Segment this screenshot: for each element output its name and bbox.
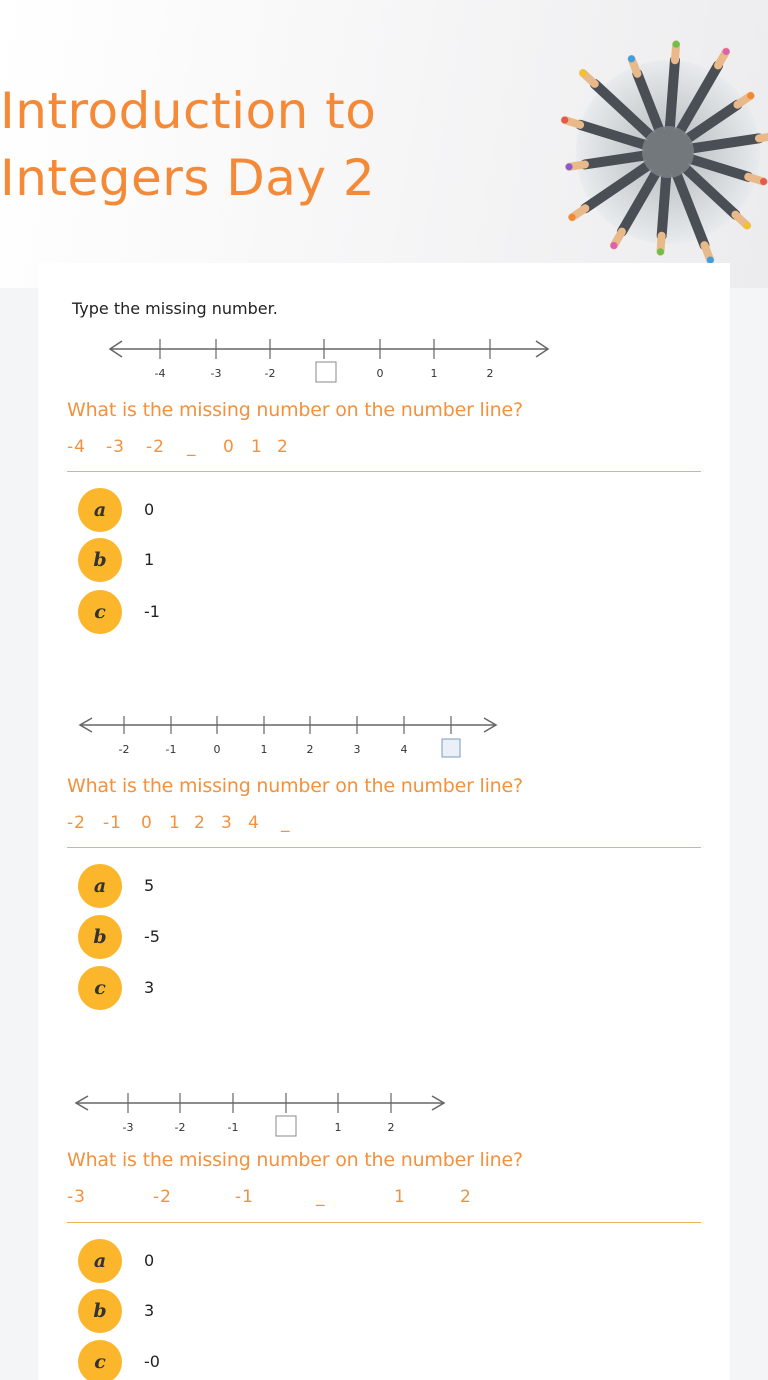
tick-label: 0 [376,367,384,380]
tick-label: -4 [154,367,166,380]
option-text: 0 [144,500,155,519]
option-letter-badge: b [78,1289,122,1333]
tick-label: -2 [118,743,130,756]
tick-label: -2 [174,1121,186,1134]
pencil-tip [628,55,635,62]
sequence-item: 2 [277,437,289,457]
sequence-item: 0 [223,437,235,457]
title-line-1: Introduction to [0,82,377,140]
tick-label: -3 [122,1121,134,1134]
missing-number-box [276,1116,296,1136]
option-text: 5 [144,876,155,895]
tick-label: 4 [400,743,408,756]
pencil-wood [759,136,768,138]
divider [67,1222,701,1223]
sequence-item: -2 [146,437,165,457]
sequence-item: -4 [67,437,86,457]
tick-label: 1 [260,743,268,756]
option-letter-badge: c [78,1340,122,1380]
sequence-item: 2 [460,1187,472,1207]
option-text: 3 [144,1301,155,1320]
tick-label: -1 [227,1121,239,1134]
tick-label: -3 [210,367,222,380]
option-text: -1 [144,602,160,621]
option-text: 0 [144,1251,155,1270]
sequence-item: -1 [103,813,122,833]
pencil-tip [673,41,680,48]
pencils-cup-image [548,12,768,272]
option-text: -5 [144,927,160,946]
number-line-2 [76,715,506,765]
question-text: What is the missing number on the number line? [67,775,523,797]
pencil-tip [657,248,664,255]
instruction-text: Type the missing number. [72,299,278,318]
answer-option-b[interactable] [78,915,378,959]
sequence-item: _ [187,437,197,457]
sequence-item: _ [316,1187,326,1207]
page-title [0,78,376,212]
divider [67,471,701,472]
option-text: 3 [144,978,155,997]
tick-label: 3 [353,743,361,756]
sequence-item: -3 [67,1187,86,1207]
missing-number-box [442,739,460,757]
sequence-item: -3 [106,437,125,457]
pencil-tip [610,242,617,249]
answer-option-a[interactable] [78,488,378,532]
tick-label: 1 [430,367,438,380]
answer-option-c[interactable] [78,1340,378,1380]
question-text: What is the missing number on the number line? [67,399,523,421]
option-text: -0 [144,1352,160,1371]
pencil-tip [747,92,754,99]
answer-option-a[interactable] [78,1239,378,1283]
sequence-item: _ [281,813,291,833]
tick-label: 1 [334,1121,342,1134]
sequence-item: -1 [235,1187,254,1207]
option-letter-badge: a [78,864,122,908]
sequence-item: 4 [248,813,260,833]
tick-label: -1 [165,743,177,756]
answer-option-c[interactable] [78,590,378,634]
tick-label: 2 [306,743,314,756]
number-line-3 [72,1091,452,1141]
missing-number-box [316,362,336,382]
sequence-item: 3 [221,813,233,833]
answer-option-c[interactable] [78,966,378,1010]
worksheet-card [38,263,730,1380]
option-letter-badge: c [78,966,122,1010]
number-line-1 [104,335,554,387]
pencil-tip [580,70,587,77]
divider [67,847,701,848]
option-letter-badge: c [78,590,122,634]
tick-label: 0 [213,743,221,756]
answer-option-b[interactable] [78,1289,378,1333]
sequence-item: 1 [251,437,263,457]
sequence-item: 2 [194,813,206,833]
option-letter-badge: a [78,1239,122,1283]
option-letter-badge: a [78,488,122,532]
pencil-tip [760,178,767,185]
tick-label: 2 [387,1121,395,1134]
pencil-tip [723,48,730,55]
answer-option-a[interactable] [78,864,378,908]
title-line-2: Integers Day 2 [0,149,376,207]
tick-label: 2 [486,367,494,380]
option-text: 1 [144,550,155,569]
sequence-item: 1 [169,813,181,833]
option-letter-badge: b [78,538,122,582]
worksheet-header [0,0,768,288]
question-text: What is the missing number on the number line? [67,1149,523,1171]
pencil-tip [566,163,573,170]
pencil-tip [561,117,568,124]
sequence-item: -2 [67,813,86,833]
pencil-tip [744,222,751,229]
sequence-item: 1 [394,1187,406,1207]
answer-option-b[interactable] [78,538,378,582]
tick-label: -2 [264,367,276,380]
pencil-tip [569,214,576,221]
option-letter-badge: b [78,915,122,959]
sequence-item: -2 [153,1187,172,1207]
sequence-item: 0 [141,813,153,833]
